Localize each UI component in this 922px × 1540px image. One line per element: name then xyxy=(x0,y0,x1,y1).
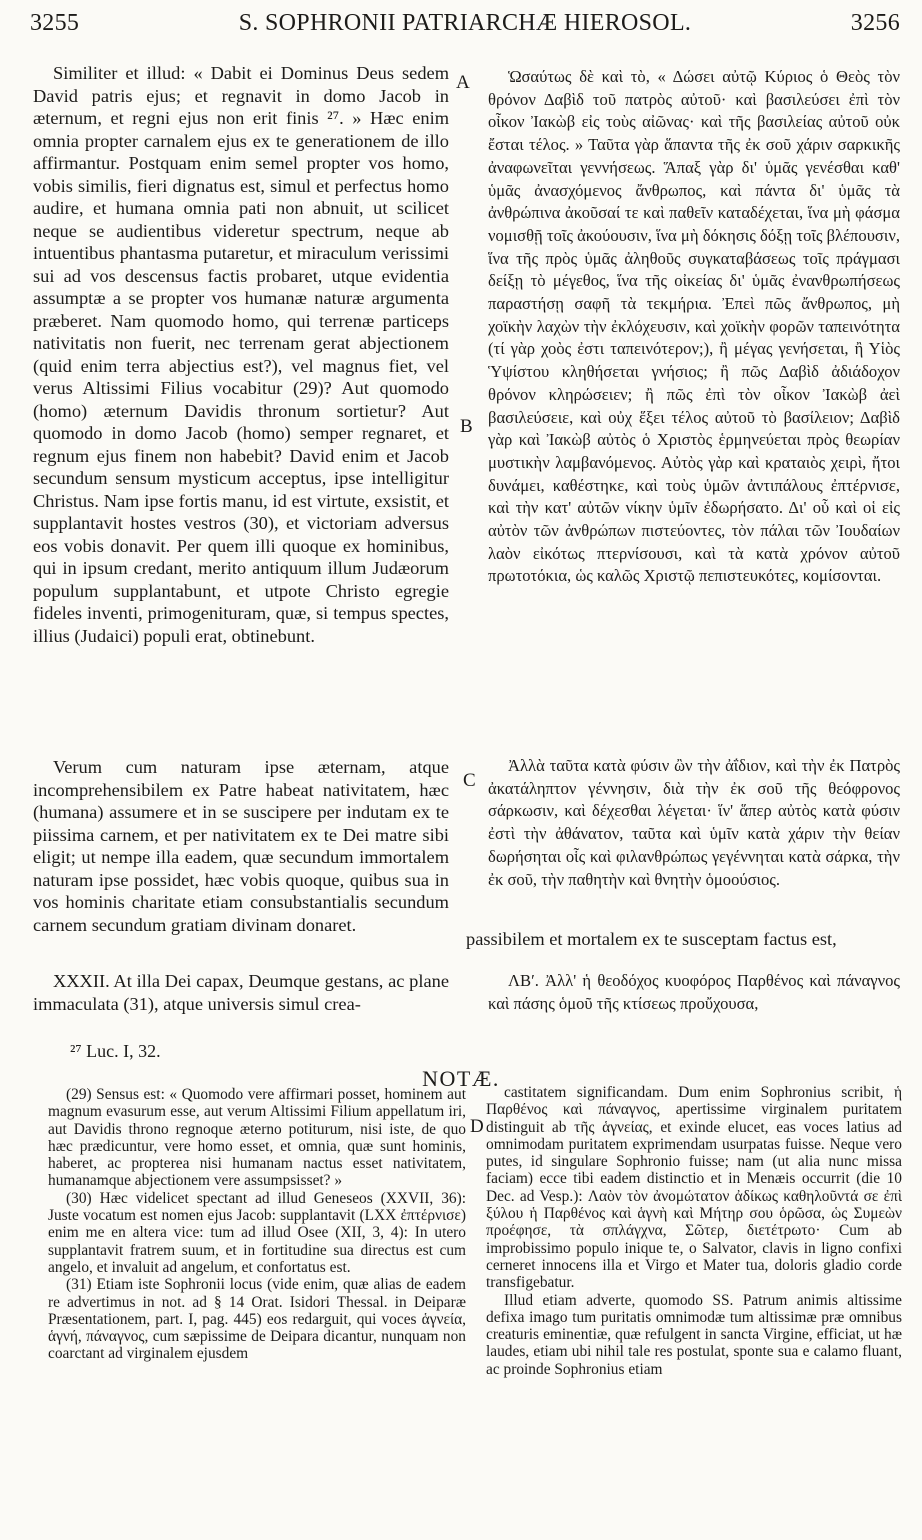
running-header xyxy=(30,10,900,44)
greek-column-part-3 xyxy=(488,970,900,1018)
greek-column-part-2 xyxy=(488,755,900,925)
latin-column-part-3 xyxy=(33,970,449,1018)
page-number-left: 3255 xyxy=(30,10,80,36)
latin-paragraph-xxxii: XXXII. At illa Dei capax, Deumque gestans, ac plane immaculata (31), atque universis simul crea- xyxy=(33,971,449,1014)
margin-marker-a: A xyxy=(456,72,470,93)
margin-marker-c: C xyxy=(463,770,476,791)
latin-column-part-1 xyxy=(33,62,449,750)
margin-marker-b: B xyxy=(460,416,473,437)
note-30: (30) Hæc videlicet spectant ad illud Geneseos (XXVII, 36): Juste vocatum est nomen ejus Jacob: supplantavit (LXX ἐπτέρνισε) enim me en altera vice: tum ad illud Osee (XII, 3, 4): In utero supplantavit fratrem suum, et in fortitudine sua directus est cum angelo, et invaluit ad angelum, et confortatus est. xyxy=(48,1189,466,1276)
note-29: (29) Sensus est: « Quomodo vere affirmari posset, hominem aut magnum evasurum esse, aut verum Altissimi Filium appellatum iri, aut Davidis throno regnoque æterno potiturum, nisi iste, de quo hæc prædicuntur, vere homo esset, et omnia, quæ sunt hominis, haberet, ac propterea nisi humanam nactus esset nativitatem, humanamque abjectionem vere assumpsisset? » xyxy=(48,1086,466,1190)
note-31-continued: castitatem significandam. Dum enim Sophronius scribit, ἡ Παρθένος καὶ πάναγνος, apertissime virginalem puritatem distinguit ab τῆς ἁγνείας, et exinde elucet, eas voces latius ad omnimodam puritatem exprimendam usurpatas fuisse. Neque vero putes, id singulare Sophronio fuisse; nam (ut alia nunc missa faciam) ecce tibi eadem distinctio et in Menæis occurrit (die 10 Dec. ad Vesp.): Λαὸν τὸν ἀνομώτατον ἀδίκως καθηλοῦντά σε ἐπὶ ξύλου ἡ Παρθένος καὶ ἁγνὴ καὶ Μήτηρ σου ὁρῶσα, ὡς Συμεὼν προέφησε, τὰ σπλάγχνα, Σῶτερ, διετέτρωτο· Cum ab improbissimo populo inique te, o Salvator, clavis in ligno confixi cerneret innocens illa et Virgo et Mater tua, doloris gladio corde transfigebatur. xyxy=(486,1084,902,1292)
note-31: (31) Etiam iste Sophronii locus (vide enim, quæ alias de eadem re advertimus in not. ad § 14 Orat. Isidori Thessal. in Deiparæ Præsentationem, part. I, pag. 445) eos redarguit, qui voces ἁγνεία, ἁγνή, πάναγνος, cum sæpissime de Deipara dicantur, nunquam non coarctant ad virginalem ejusdem xyxy=(48,1276,466,1363)
greek-paragraph: Ὡσαύτως δὲ καὶ τὸ, « Δώσει αὐτῷ Κύριος ὁ Θεὸς τὸν θρόνον Δαβὶδ τοῦ πατρὸς αὐτοῦ· καὶ βασιλεύσει ἐπὶ τὸν οἶκον Ἰακὼβ εἰς τοὺς αἰῶνας· καὶ τῆς βασιλείας αὐτοῦ οὐκ ἔσται τέλος. » Ταῦτα γὰρ ἅπαντα τῆς ἐκ σοῦ χάριν σαρκικῆς ἀναφωνεῖται γεννήσεως. Ἅπαξ γὰρ δι' ὑμᾶς γενέσθαι καθ' ὑμᾶς ἀνασχόμενος ἄνθρωπος, καὶ πάντα δι' ὑμᾶς τὰ ἀνθρώπινα ἀκοῦσαί τε καὶ παθεῖν καταδέχεται, ἵνα μὴ φάσμα νομισθῇ τοῖς ἀκούουσιν, ἵνα μὴ δόκησις δόξῃ τοῖς βλέπουσιν, ἵνα τῆς πρὸς ὑμᾶς ἀληθοῦς συγκαταβάσεως τοῖς πράγμασι δείξῃ τὸ μέγεθος, ἵνα τῆς οἰκείας δι' ὑμᾶς ἐνανθρωπήσεως παραστήσῃ σαφῆ τὰ τεκμήρια. Ἐπεὶ πῶς ἄνθρωπος, μὴ χοϊκὴν λαχὼν τὴν ἐκλόχευσιν, καὶ χοϊκὴν φορῶν ταπεινότητα (τί γὰρ χοὸς ἐστι ταπεινότερον;), ἢ μέγας γενήσεται, ἢ Υἱὸς Ὑψίστου κληθήσεται γνήσιος; ἢ πῶς Δαβὶδ ἀδιάδοχον θρόνον κληρώσειεν; ἢ πῶς ἐπὶ τὸν οἶκον Ἰακὼβ ἀεὶ βασιλεύσειε, καὶ οὐχ ἕξει τέλος αὐτοῦ τὸ βασίλειον; Δαβὶδ γὰρ καὶ Ἰακὼβ αὐτὸς ὁ Χριστὸς ἑρμηνεύεται πρὸς θεωρίαν μυστικὴν λαμβανόμενος. Αὐτὸς γὰρ καὶ κραταιὸς χειρὶ, ἤτοι δυνάμει, καθέστηκε, καὶ τοὺς ὑμῶν ἀντιπάλους ἐπτέρνισε, καὶ τὴν κατ' αὐτῶν νίκην ὑμῖν ἐδωρήσατο. Δι' οὗ καὶ οἱ εἰς αὐτὸν τῶν ἀνθρώπων πιστεύοντες, τὸν πάλαι τῶν Ἰουδαίων λαὸν εἰκότως πτερνίσουσι, καὶ τὰ κατὰ χρόνον αὐτοῦ πρωτοτόκια, ὡς καλῶς Χριστῷ πεπιστευκότες, κομίσονται. xyxy=(488,67,900,586)
notae-heading: NOTÆ. xyxy=(422,1066,500,1091)
greek-paragraph-lb: ΛΒʹ. Ἀλλ' ἡ θεοδόχος κυοφόρος Παρθένος καὶ πάναγνος καὶ πάσης ὁμοῦ τῆς κτίσεως προὔχουσα, xyxy=(488,971,900,1013)
greek-column-part-1 xyxy=(488,66,900,706)
notes-left-column xyxy=(48,1086,466,1526)
latin-column-part-2 xyxy=(33,756,449,969)
margin-marker-d: D xyxy=(470,1116,484,1137)
latin-paragraph: Similiter et illud: « Dabit ei Dominus Deus sedem David patris ejus; et regnavit in domo Jacob in æternum, et regni ejus non erit finis ²⁷. » Hæc enim omnia propter carnalem ejus ex te generationem de illo affirmantur. Postquam enim semel propter vos homo, vobis similis, fieri dignatus est, simul et perfectus homo audire, et humana omnia pati non abnuit, ut scilicet neque se audientibus videretur spectrum, neque ab intuentibus phantasma putaretur, et miraculum verissimi sui ad vos descensus factis probaret, utque evidentia assumptæ a se propter vos humanæ naturæ argumenta præberet. Nam quomodo homo, qui terrenæ particeps nativitatis non fuerit, nec terrenam gerat abjectionem (quid enim terra abjectius est?), vel magnus fiet, vel verus Altissimi Filius vocabitur (29)? Aut quomodo (homo) æternum Davidis thronum sortietur? Aut quomodo in domo Jacob (homo) semper regnaret, et regnum ejus finem non habebit? David enim et Jacob secundum sensum mysticum acceptus, ipse intelligitur Christus. Nam ipse fortis manu, id est virtute, exsistit, et supplantavit hostes vestros (30), et victoriam adversus eos vobis donavit. Per quem illi quoque ex hominibus, qui in ipsum credant, merito antiquum illum Judæorum populum supplantabunt, et utpote Christo egregie fideles inventi, primogenituram, quæ, si tempus spectes, illius (Judaici) populi erat, obtinebunt. xyxy=(33,63,449,646)
page-number-right: 3256 xyxy=(850,10,900,36)
notes-right-column xyxy=(486,1084,902,1532)
note-31-remark: Illud etiam adverte, quomodo SS. Patrum animis altissime defixa imago tum puritatis omnimodæ tum altissimæ præ omnibus creaturis eminentiæ, quæ refulgent in sancta Virgine, efficiat, ut hæ laudes, etiam ubi nihil tale res postulat, sponte sua e calamo fluant, ac proinde Sophronius etiam xyxy=(486,1291,902,1378)
running-title: S. SOPHRONII PATRIARCHÆ HIEROSOL. xyxy=(238,10,692,36)
latin-paragraph: Verum cum naturam ipse æternam, atque incomprehensibilem ex Patre habeat nativitatem, hæc (humana) assumere et in se suscipere per indutam ex te piissima carnem, et per nativitatem ex te Dei matre sibi eligit; ut nempe illa eadem, quæ secundum immortalem naturam ipse possidet, hæc vobis quoque, quibus sua in vos hominis charitate etiam consubstantialis secundum carnem secundum gratiam divinam donaret. xyxy=(33,757,449,935)
latin-continuation: passibilem et mortalem ex te susceptam factus est, xyxy=(466,929,837,949)
footnote-27: ²⁷ Luc. I, 32. xyxy=(70,1041,161,1061)
greek-paragraph: Ἀλλὰ ταῦτα κατὰ φύσιν ὢν τὴν ἀΐδιον, καὶ τὴν ἐκ Πατρὸς ἀκατάληπτον γέννησιν, διὰ τὴν ἐκ σοῦ τῆς θεόφρονος σάρκωσιν, καὶ δέχεσθαι λέγεται· ἵν' ἅπερ αὐτὸς κατὰ φύσιν ἐστὶ τὴν ἀθάνατον, ταῦτα καὶ ὑμῖν κατὰ χάριν τὴν θείαν δωρήσηται οἷς καὶ φιλανθρώπως γεγέννηται κατὰ σάρκα, τὴν ἐκ σοῦ, τὴν παθητὴν καὶ θνητὴν ὁμοούσιος. xyxy=(488,756,900,889)
